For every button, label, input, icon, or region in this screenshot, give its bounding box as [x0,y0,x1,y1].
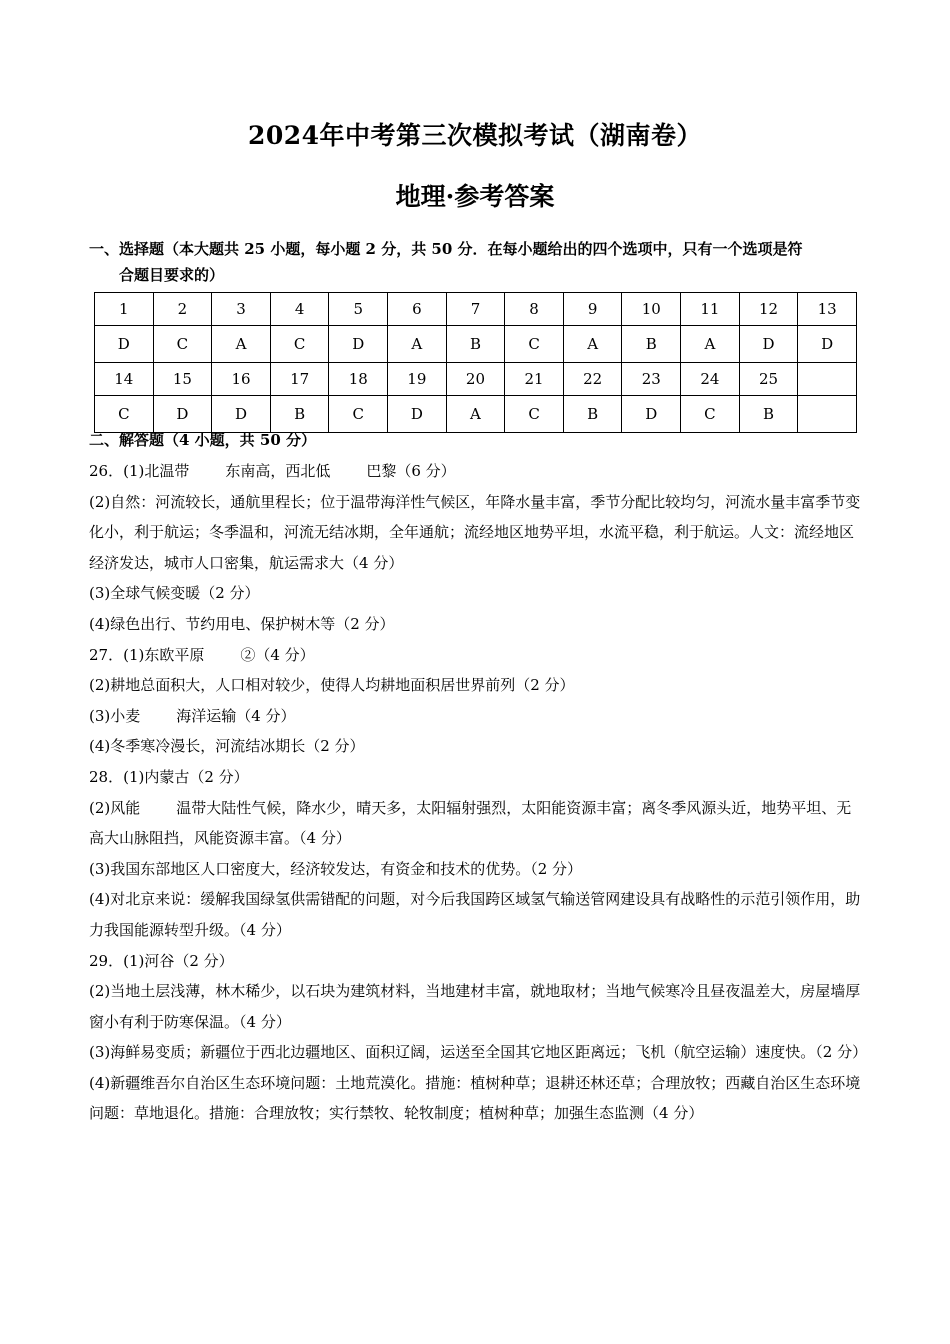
q26-part3: (3)全球气候变暖（2 分） [89,584,260,603]
table-cell: 25 [739,363,798,396]
table-cell: 24 [681,363,740,396]
table-cell: 2 [153,293,212,326]
q27-part3 [89,701,864,732]
table-cell: D [212,396,271,433]
q27-part4: (4)冬季寒冷漫长，河流结冰期长（2 分） [89,737,365,756]
q26-answer-2: 东南高，西北低 [225,462,331,480]
table-cell: C [505,326,564,363]
table-cell: 20 [446,363,505,396]
q29-part1: 29．(1)河谷（2 分） [89,951,234,970]
table-cell: B [739,396,798,433]
table-cell: D [739,326,798,363]
q27-answer-2: ②（4 分） [240,645,315,664]
table-cell: D [95,326,154,363]
table-cell: C [329,396,388,433]
section1-heading [89,236,869,288]
q28-part1: 28．(1)内蒙古（2 分） [89,767,249,786]
table-cell: 9 [563,293,622,326]
answer-table [94,292,857,433]
q27-part1 [89,640,864,671]
table-cell: 23 [622,363,681,396]
table-cell: C [270,326,329,363]
q26-answer-3: 巴黎（6 分） [366,462,456,480]
table-cell: A [563,326,622,363]
q27-answer-1: 27．(1)东欧平原 [89,645,205,664]
q28-answer-2a: (2)风能 [89,798,141,817]
table-cell: 19 [388,363,447,396]
q26-part1 [89,456,864,487]
table-cell: 4 [270,293,329,326]
table-cell: C [505,396,564,433]
q29-part2: (2)当地土层浅薄，林木稀少，以石块为建筑材料，当地建材丰富，就地取材；当地气候寒冷且昼夜温差大，房屋墙厚窗小有利于防寒保温。（4 分） [89,982,861,1031]
table-cell: 6 [388,293,447,326]
table-cell: 5 [329,293,388,326]
table-cell: C [95,396,154,433]
q28-answer-2b: 温带大陆性气候，降水少，晴天多，太阳辐射强烈，太阳能资源丰富；离冬季风源头近，地势平坦、无高大山脉阻挡，风能资源丰富。（4 分） [89,798,852,848]
table-cell: A [212,326,271,363]
table-cell: 11 [681,293,740,326]
section1-heading-line1: 一、选择题（本大题共 25 小题，每小题 2 分，共 50 分．在每小题给出的四个选项中，只有一个选项是符 [89,240,803,258]
table-row-answers-2 [95,396,857,433]
table-cell: C [153,326,212,363]
table-cell: 12 [739,293,798,326]
q28-part2 [89,793,864,854]
table-cell: D [153,396,212,433]
table-cell: D [622,396,681,433]
table-cell: 16 [212,363,271,396]
table-cell: 18 [329,363,388,396]
q26-part2: (2)自然：河流较长，通航里程长；位于温带海洋性气候区，年降水量丰富，季节分配比较均匀，河流水量丰富季节变化小，利于航运；冬季温和，河流无结冰期，全年通航；流经地区地势平坦，水流平稳，利于航运。人文：流经地区经济发达，城市人口密集，航运需求大（4 分） [89,492,861,572]
q28-part4: (4)对北京来说：缓解我国绿氢供需错配的问题，对今后我国跨区域氢气输送管网建设具有战略性的示范引领作用，助力我国能源转型升级。（4 分） [89,890,861,939]
table-cell: 10 [622,293,681,326]
table-cell: 8 [505,293,564,326]
q28-part3: (3)我国东部地区人口密度大，经济较发达，有资金和技术的优势。（2 分） [89,859,583,878]
q29-part4: (4)新疆维吾尔自治区生态环境问题：土地荒漠化。措施：植树种草；退耕还林还草；合理放牧；西藏自治区生态环境问题：草地退化。措施：合理放牧；实行禁牧、轮牧制度；植树种草；加强生态监测（4 分） [89,1073,861,1123]
table-cell: A [681,326,740,363]
table-row-numbers-1 [95,293,857,326]
table-cell: C [681,396,740,433]
table-cell: B [622,326,681,363]
table-cell: B [563,396,622,433]
table-cell: D [388,396,447,433]
table-cell: 7 [446,293,505,326]
table-cell: 3 [212,293,271,326]
q26-answer-1: 26．(1)北温带 [89,462,190,480]
table-cell: 22 [563,363,622,396]
table-row-answers-1 [95,326,857,363]
table-cell: 1 [95,293,154,326]
table-cell: A [446,396,505,433]
q29-part3: (3)海鲜易变质；新疆位于西北边疆地区、面积辽阔，运送至全国其它地区距离远；飞机（航空运输）速度快。（2 分） [89,1043,868,1062]
table-cell: B [446,326,505,363]
table-cell: B [270,396,329,433]
q27-answer-3b: 海洋运输（4 分） [176,706,296,725]
q27-answer-3a: (3)小麦 [89,706,141,725]
q26-part4: (4)绿色出行、节约用电、保护树木等（2 分） [89,614,395,633]
table-cell: D [329,326,388,363]
table-row-numbers-2 [95,363,857,396]
table-cell: A [388,326,447,363]
table-cell [798,363,857,396]
exam-title: 2024年中考第三次模拟考试（湖南卷） [247,121,703,150]
table-cell: D [798,326,857,363]
table-cell: 13 [798,293,857,326]
table-cell: 21 [505,363,564,396]
table-cell: 15 [153,363,212,396]
exam-subtitle: 地理·参考答案 [395,182,555,211]
table-cell [798,396,857,433]
section1-heading-line2: 合题目要求的） [119,266,225,284]
q27-part2: (2)耕地总面积大，人口相对较少，使得人均耕地面积居世界前列（2 分） [89,676,575,695]
table-cell: 17 [270,363,329,396]
section2-heading: 二、解答题（4 小题，共 50 分） [89,431,316,449]
answers-body [89,456,868,1129]
table-cell: 14 [95,363,154,396]
